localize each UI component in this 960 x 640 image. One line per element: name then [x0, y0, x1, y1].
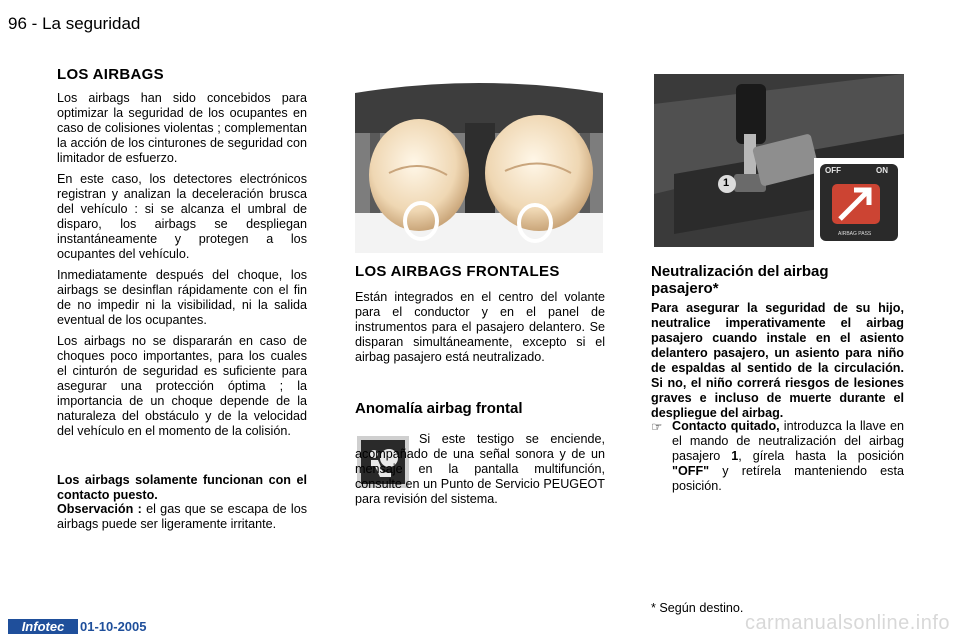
switch-on-label: ON [876, 166, 888, 175]
airbag-deployment-illustration [355, 63, 603, 253]
bullet-icon: ☞ [651, 420, 663, 434]
step-text: , gírela hasta la posición [738, 449, 904, 463]
header-separator: - [31, 14, 38, 33]
step-number: 1 [731, 449, 739, 463]
airbags-body [57, 91, 307, 445]
neutralization-heading: Neutralización del airbag pasajero* [651, 263, 829, 297]
frontal-airbags-heading: LOS AIRBAGS FRONTALES [355, 263, 560, 280]
contact-note: Los airbags solamente funcionan con el contacto puesto. [57, 473, 307, 502]
airbags-paragraph: En este caso, los detectores electrónicos registran y analizan la deceleración brusca del vehículo : si se alcanza el umbral de disparo, los airbags se despliegan instantáneamente y protegen a los ocupantes del vehículo. [57, 172, 307, 261]
neutralization-warning: Para asegurar la seguridad de su hijo, neutralice imperativamente el airbag pasajero cuando instale en el asiento delantero pasajero, un asiento para niño de espaldas al sentido de la circulación. Si no, el niño correrá riesgos de lesiones graves e incluso de muerte durante el despliegue del airbag. [651, 301, 904, 420]
neutralization-step [672, 419, 904, 494]
frontal-airbags-text: Están integrados en el centro del volante para el conductor y en el panel de instrumentos para el pasajero delantero. Se disparan simultáneamente, excepto si el airbag pasajero está neutralizado. [355, 290, 605, 364]
airbags-heading: LOS AIRBAGS [57, 66, 164, 83]
watermark-site: carmanualsonline.info [744, 612, 950, 634]
frontal-anomaly-text: Si este testigo se enciende, acompañado de una señal sonora y de un mensaje en la pantalla multifunción, consulte en un Punto de Servicio PEUGEOT para revisión del sistema. [355, 432, 605, 506]
footer-date: 01-10-2005 [80, 619, 147, 634]
infotec-logo: Infotec [8, 619, 78, 634]
section-title: La seguridad [42, 14, 141, 33]
observation-text: el gas que se escapa de los airbags puede ser ligeramente irritante. [57, 502, 307, 531]
step-off: "OFF" [672, 464, 710, 478]
switch-off-label: OFF [825, 166, 841, 175]
switch-caption: AIRBAG PASS [838, 231, 872, 237]
airbags-paragraph: Los airbags no se dispararán en caso de choques poco importantes, para los cuales el cinturón de seguridad es suficiente para asegurar una protección óptima ; la importancia de un choque depende de la naturaleza del obstáculo y de la velocidad del vehículo en el momento de la colisión. [57, 334, 307, 438]
observation-label: Observación : [57, 502, 142, 516]
page-header [8, 14, 140, 34]
airbag-switch-illustration [654, 74, 904, 247]
step-bold: Contacto quitado, [672, 419, 780, 433]
page-number: 96 [8, 14, 27, 33]
airbags-paragraph: Los airbags han sido concebidos para optimizar la seguridad de los ocupantes en caso de colisiones violentas ; complementan la acción de los cinturones de seguridad con limitador de esfuerzo. [57, 91, 307, 165]
destination-note: * Según destino. [651, 601, 744, 615]
observation [57, 502, 307, 532]
callout-number: 1 [723, 177, 730, 189]
frontal-anomaly-heading: Anomalía airbag frontal [355, 400, 523, 417]
step-text: introduzca la llave en el mando de neutralización del airbag pasajero [672, 419, 904, 463]
step-text: y retírela manteniendo esta posición. [672, 464, 904, 493]
airbags-paragraph: Inmediatamente después del choque, los airbags se desinflan rápidamente con el fin de no impedir ni la visibilidad, ni la salida eventual de los ocupantes. [57, 268, 307, 327]
